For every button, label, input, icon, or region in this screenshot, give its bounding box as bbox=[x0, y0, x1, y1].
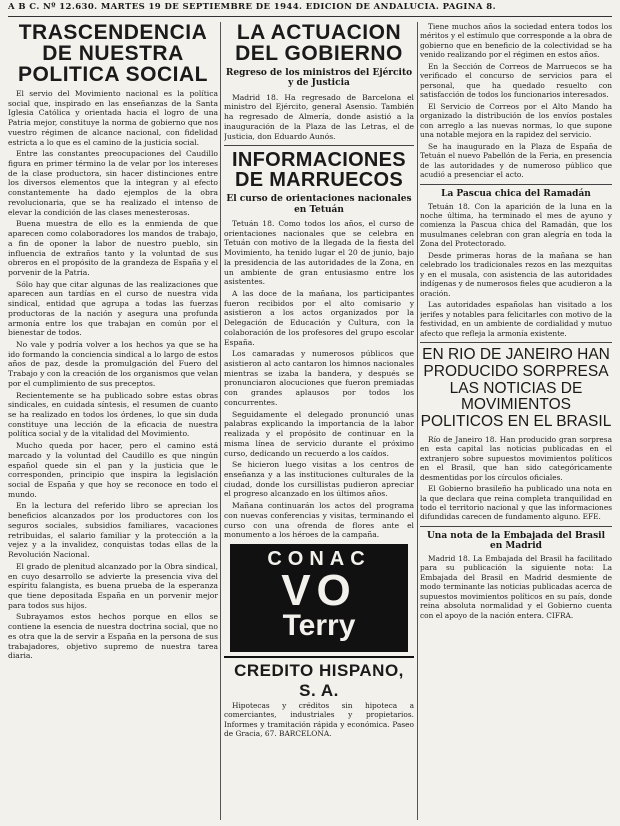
ad-credito-text: Hipotecas y créditos sin hipoteca a comerciantes, industriales y propietarios. Informes y tramitación rápida y económica. Paseo de Gracia, 67. BARCELONA. bbox=[224, 700, 414, 739]
headline-embajada: Una nota de la Embajada del Brasil en Madrid bbox=[426, 530, 606, 551]
divider bbox=[420, 342, 612, 343]
ad-conac-line3: Terry bbox=[282, 608, 356, 642]
paragraph: Tiene muchos años la sociedad entera todos los méritos y el estímulo que corresponde a la obra de gobierno que en beneficio de la colectividad se ha venido realizando por el régimen en estos años. bbox=[420, 22, 612, 60]
article-body bbox=[420, 22, 612, 180]
paragraph: No vale y podría volver a los hechos ya que se ha ido formando la conciencia sindical a lo largo de estos años de paz, desde la promulgación del Fuero del Trabajo y con la creación de los organismos que velan por el cumplimiento de sus preceptos. bbox=[8, 339, 218, 388]
paragraph: Madrid 18. La Embajada del Brasil ha facilitado para su publicación la siguiente nota: La Embajada del Brasil en Madrid desmiente de modo terminante las noticias publicadas acerca de supuestos movimientos políticos en su país, donde reina absoluta normalidad y el Gobierno cuenta con el apoyo de la nación entera. CIFRA. bbox=[420, 553, 612, 620]
paragraph: Se hicieron luego visitas a los centros de enseñanza y a las instituciones culturales de la ciudad, donde los cursillistas pudieron apreciar el progreso alcanzado en los últimos años. bbox=[224, 460, 414, 499]
paragraph: En la lectura del referido libro se aprecian los beneficios alcanzados por los productores con los seguros sociales, subsidios familiares, vacaciones retribuidas, el salario familiar y la protección a la vejez y a la invalidez, conquistas todas ellas de la Revolución Nacional. bbox=[8, 501, 218, 560]
paragraph: Tetuán 18. Como todos los años, el curso de orientaciones nacionales que se celebra en Tetuán con motivo de la llegada de la fiesta del Movimiento, ha tenido lugar el 20 de junio, bajo la presidencia de las autoridades de la Zona, en un ambiente de gran entusiasmo entre los asistentes. bbox=[224, 218, 414, 287]
article-body bbox=[224, 219, 414, 540]
paragraph: Subrayamos estos hechos porque en ellos se contiene la esencia de nuestra doctrina social, que no es otra que la de servir a España en la persona de sus trabajadores, objetivo supremo de nuestra tarea diaria. bbox=[8, 612, 218, 661]
divider bbox=[420, 184, 612, 185]
credito-hispano-advertisement bbox=[224, 656, 414, 739]
article-body bbox=[420, 435, 612, 522]
paragraph: A las doce de la mañana, los participantes fueron recibidos por el alto comisario y asistieron a los actos organizados por la Delegación de Educación y Cultura, con la colaboración de los profesores del grupo escolar España. bbox=[224, 289, 414, 347]
headline-politica-social: TRASCENDENCIA DE NUESTRA POLITICA SOCIAL bbox=[18, 22, 208, 86]
paragraph: Entre las constantes preocupaciones del Caudillo figura en primer término la de velar por los intereses de la clase productora, sin hacer distinciones entre los diversos elementos que la integran y al efecto constantemente ha dado ejemplos de la obra revolucionaria, que se ha realizado el intenso de elevar la condición de las clases menesterosas. bbox=[8, 149, 218, 217]
paragraph: Seguidamente el delegado pronunció unas palabras explicando la importancia de la labor realizada y el propósito de continuar en la misma línea de servicio durante el próximo curso, dedicando un recuerdo a los caídos. bbox=[224, 409, 414, 458]
divider bbox=[420, 526, 612, 527]
divider bbox=[224, 145, 414, 146]
paragraph: En la Sección de Correos de Marruecos se ha verificado el concurso de servicios para el personal, que ha quedado resuelto con satisfacción de todos los funcionarios interesados. bbox=[420, 61, 612, 100]
paragraph: Buena muestra de ello es la enmienda de que aparecen como colaboradores los mandos de trabajo, a fin de oponer la labor de nuestro pueblo, sin influencia de extraños tanto y la voluntad de sus obreros en el propósito de la grandeza de España y el porvenir de la Patria. bbox=[8, 219, 218, 277]
paragraph: Tetuán 18. Con la aparición de la luna en la noche última, ha terminado el mes de ayuno y comienza la Pascua chica del Ramadán, que los musulmanes celebran con gran alegría en toda la Zona del Protectorado. bbox=[420, 201, 612, 249]
article-body bbox=[420, 202, 612, 339]
subheadline-ministros: Regreso de los ministros del Ejército y de Justicia bbox=[225, 68, 413, 89]
paragraph: El Gobierno brasileño ha publicado una nota en la que declara que reina completa tranquilidad en todo el territorio nacional y que las informaciones difundidas carecen de fundamento alguno. EFE. bbox=[420, 484, 612, 522]
column-left bbox=[8, 22, 218, 820]
masthead: A B C. Nº 12.630. MARTES 19 DE SEPTIEMBRE DE 1944. EDICION DE ANDALUCIA. PAGINA 8. bbox=[8, 2, 612, 17]
paragraph: Se ha inaugurado en la Plaza de España de Tetuán el nuevo Pabellón de la Feria, en presencia de las autoridades y de numeroso público que acudió a presenciar el acto. bbox=[420, 141, 612, 180]
paragraph: Los camaradas y numerosos públicos que asistieron al acto cantaron los himnos nacionales mientras se izaba la bandera, y después se pronunciaron alocuciones que fueron premiadas con grandes aplausos por todos los concurrentes. bbox=[224, 349, 414, 407]
column-middle bbox=[224, 22, 414, 820]
paragraph: Mucho queda por hacer, pero el camino está marcado y la voluntad del Caudillo es que ningún español quede sin el pan y la justicia que le corresponden, principio que inspira la legislación social de España y que hoy se reconoce en todo el mundo. bbox=[8, 441, 218, 499]
paragraph: El Servicio de Correos por el Alto Mando ha organizado la distribución de los envíos postales con arreglo a las nuevas normas, lo que supone una notable mejora en la rapidez del servicio. bbox=[420, 101, 612, 140]
article-body bbox=[8, 89, 218, 661]
column-right bbox=[420, 22, 612, 820]
lead-paragraph: Madrid 18. Ha regresado de Barcelona el ministro del Ejército, general Asensio. También ha regresado de Almería, donde asistió a la inauguración de la Plaza de las Letras, el de Justicia, don Eduardo Aunós. bbox=[224, 92, 414, 141]
paragraph: El grado de plenitud alcanzado por la Obra sindical, en cuyo desarrollo se advierte la presencia viva del espíritu falangista, es buena prueba de la esperanza que tiene depositada España en un porvenir mejor para todos sus hijos. bbox=[8, 561, 218, 610]
conac-advertisement bbox=[230, 544, 408, 652]
subheadline-tetuan: El curso de orientaciones nacionales en Tetuán bbox=[226, 194, 412, 215]
paragraph: Desde primeras horas de la mañana se han celebrado los tradicionales rezos en las mezquitas y en el musala, con asistencia de las autoridades indígenas y de numerosos fieles que acudieron a la oración. bbox=[420, 250, 612, 298]
paragraph: Las autoridades españolas han visitado a los jerifes y notables para felicitarles con motivo de la festividad, en un ambiente de cordialidad y mutuo afecto que refleja la armonía existente. bbox=[420, 300, 612, 338]
paragraph: Recientemente se ha publicado sobre estas obras sindicales, en cuidada síntesis, el resumen de cuanto se ha realizado en todos los órdenes, lo que sin duda constituye una lección de la eficacia de nuestra política social y de la vitalidad del Movimiento. bbox=[8, 390, 218, 439]
column-divider bbox=[417, 22, 418, 820]
ad-conac-line2: VO bbox=[281, 565, 357, 615]
paragraph: Sólo hay que citar algunas de las realizaciones que aparecen aun tardías en el curso de nuestra vida sindical, entidad que agrupa a todas las fuerzas productoras de la nación y asegura una profunda armonía entre los que trabajan en común por el bienestar de todos. bbox=[8, 279, 218, 338]
column-divider bbox=[220, 22, 221, 820]
headline-marruecos: INFORMACIONES DE MARRUECOS bbox=[232, 149, 406, 192]
headline-ramadan: La Pascua chica del Ramadán bbox=[441, 188, 591, 199]
article-body bbox=[420, 554, 612, 620]
paragraph: El servio del Movimiento nacional es la política social que, inspirado en las enseñanzas de la Santa Iglesia Católica y orientada hacia el logro de una Patria mejor, constituye la norma de gobierno que nos vuestro régimen de alcance nacional, con fidelidad estricta a lo que es el camino de la justicia social. bbox=[8, 89, 218, 147]
ad-conac-line1: CONAC bbox=[267, 547, 371, 570]
headline-gobierno: LA ACTUACION DEL GOBIERNO bbox=[235, 22, 403, 65]
paragraph: Mañana continuarán los actos del programa con nuevas conferencias y visitas, terminando el curso con una ofrenda de flores ante el monumento a los héroes de la campaña. bbox=[224, 501, 414, 540]
ad-credito-name: CREDITO HISPANO, S. A. bbox=[234, 660, 404, 700]
headline-brasil: EN RIO DE JANEIRO HAN PRODUCIDO SORPRESA LAS NOTICIAS DE MOVIMIENTOS POLITICOS EN EL BRASIL bbox=[420, 346, 612, 430]
paragraph: Río de Janeiro 18. Han producido gran sorpresa en esta capital las noticias publicadas en el extranjero sobre supuestos movimientos políticos en el Brasil, que han sido categóricamente desmentidas por los círculos oficiales. bbox=[420, 434, 612, 482]
